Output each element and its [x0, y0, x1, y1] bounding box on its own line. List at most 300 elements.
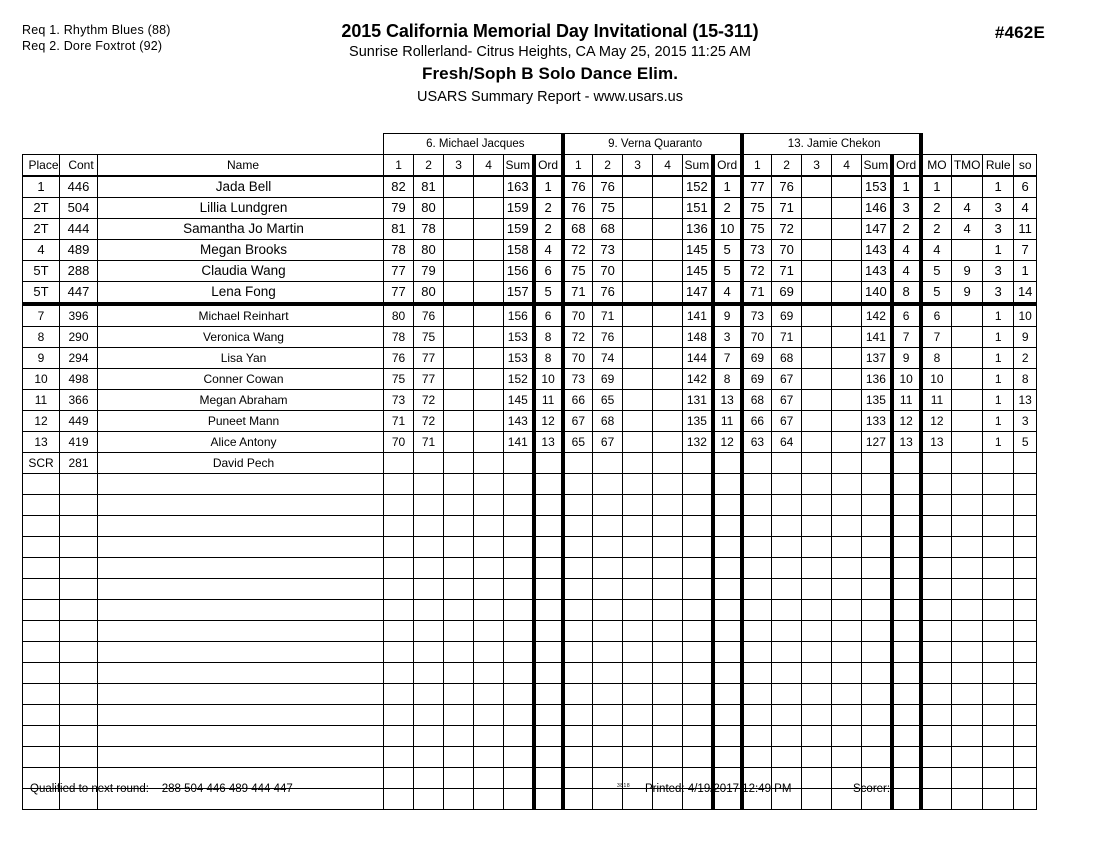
cell-tmo: [952, 348, 983, 369]
cell-cont: 281: [60, 453, 98, 474]
cell-j3-sum: 137: [862, 348, 892, 369]
cell-j3-s1: 69: [742, 369, 772, 390]
cell-j1-s2: [414, 579, 444, 600]
cell-j1-s2: [414, 726, 444, 747]
table-row: [23, 474, 1037, 495]
cell-j1-s3: [444, 219, 474, 240]
cell-name: [98, 579, 384, 600]
cell-j1-s2: [414, 558, 444, 579]
cell-j3-s1: 73: [742, 304, 772, 327]
table-row: [23, 219, 1037, 240]
cell-j3-sum: [862, 453, 892, 474]
cell-j3-s4: [832, 621, 862, 642]
cell-j2-s1: 73: [563, 369, 593, 390]
cell-j1-s1: [384, 726, 414, 747]
table-row: [23, 390, 1037, 411]
cell-j3-s4: [832, 176, 862, 198]
cell-j3-s1: 72: [742, 261, 772, 282]
cell-j3-s2: [772, 642, 802, 663]
cell-j1-s4: [474, 348, 504, 369]
cell-j1-s3: [444, 390, 474, 411]
cell-j1-s3: [444, 663, 474, 684]
cell-so: [1014, 600, 1037, 621]
cell-j2-s2: 69: [593, 369, 623, 390]
cell-j3-ord: [892, 726, 921, 747]
cell-j1-s4: [474, 453, 504, 474]
cell-name: [98, 516, 384, 537]
cell-name: Michael Reinhart: [98, 304, 384, 327]
cell-j2-sum: 131: [683, 390, 713, 411]
cell-rule: [983, 705, 1014, 726]
cell-place: 4: [23, 240, 60, 261]
cell-j1-s1: 82: [384, 176, 414, 198]
cell-rule: 1: [983, 369, 1014, 390]
cell-rule: 3: [983, 261, 1014, 282]
cell-cont: [60, 747, 98, 768]
cell-mo: [921, 747, 952, 768]
cell-j2-s4: [653, 304, 683, 327]
cell-j2-s4: [653, 282, 683, 305]
cell-j3-s4: [832, 537, 862, 558]
cell-j3-s3: [802, 537, 832, 558]
cell-j3-s2: [772, 726, 802, 747]
cell-tmo: 9: [952, 261, 983, 282]
cell-j3-ord: 3: [892, 198, 921, 219]
cell-so: 9: [1014, 327, 1037, 348]
cell-name: Alice Antony: [98, 432, 384, 453]
cell-cont: 366: [60, 390, 98, 411]
cell-name: [98, 726, 384, 747]
cell-j1-s2: [414, 453, 444, 474]
cell-so: [1014, 516, 1037, 537]
cell-place: [23, 474, 60, 495]
cell-j1-ord: 11: [534, 390, 563, 411]
cell-name: Puneet Mann: [98, 411, 384, 432]
table-row: [23, 495, 1037, 516]
cell-j1-s3: [444, 453, 474, 474]
judge-2-label: 9. Verna Quaranto: [563, 134, 742, 155]
cell-j1-s4: [474, 705, 504, 726]
cell-j1-ord: 4: [534, 240, 563, 261]
cell-j2-s3: [623, 579, 653, 600]
cell-cont: 446: [60, 176, 98, 198]
table-row: [23, 642, 1037, 663]
cell-rule: 1: [983, 411, 1014, 432]
cell-j2-s4: [653, 411, 683, 432]
cell-j3-s2: 71: [772, 327, 802, 348]
cell-j1-s2: 80: [414, 198, 444, 219]
cell-j3-sum: 142: [862, 304, 892, 327]
cell-j3-s1: [742, 642, 772, 663]
cell-j3-sum: [862, 663, 892, 684]
cell-tmo: 9: [952, 282, 983, 305]
cell-j3-s1: [742, 600, 772, 621]
cell-so: [1014, 558, 1037, 579]
header-j3-sum: Sum: [862, 155, 892, 177]
cell-j3-s1: [742, 474, 772, 495]
header-j1-s3: 3: [444, 155, 474, 177]
cell-j2-s1: [563, 495, 593, 516]
cell-j1-s2: [414, 495, 444, 516]
cell-cont: 498: [60, 369, 98, 390]
cell-rule: 3: [983, 198, 1014, 219]
cell-j1-s1: [384, 579, 414, 600]
cell-j1-s1: [384, 642, 414, 663]
table-row: [23, 453, 1037, 474]
cell-j3-ord: [892, 516, 921, 537]
cell-j1-s3: [444, 747, 474, 768]
cell-tmo: [952, 600, 983, 621]
cell-j3-s2: 64: [772, 432, 802, 453]
table-row: [23, 600, 1037, 621]
cell-j1-ord: [534, 621, 563, 642]
cell-j2-sum: [683, 600, 713, 621]
cell-j3-s4: [832, 558, 862, 579]
cell-j1-ord: [534, 474, 563, 495]
cell-mo: 7: [921, 327, 952, 348]
cell-j2-s3: [623, 219, 653, 240]
cell-j1-sum: 145: [504, 390, 534, 411]
cell-j3-sum: 147: [862, 219, 892, 240]
cell-mo: [921, 495, 952, 516]
cell-j1-s1: [384, 453, 414, 474]
cell-j2-s2: 65: [593, 390, 623, 411]
cell-j3-ord: [892, 684, 921, 705]
cell-j3-s2: [772, 537, 802, 558]
cell-j1-sum: 153: [504, 348, 534, 369]
cell-j1-ord: [534, 684, 563, 705]
cell-j3-s3: [802, 474, 832, 495]
cell-j2-s3: [623, 304, 653, 327]
cell-j3-s4: [832, 684, 862, 705]
cell-j3-s1: 75: [742, 219, 772, 240]
cell-j2-s4: [653, 663, 683, 684]
table-row: [23, 369, 1037, 390]
cell-j1-s4: [474, 327, 504, 348]
cell-j2-s1: 76: [563, 176, 593, 198]
table-row: [23, 304, 1037, 327]
header-j2-s4: 4: [653, 155, 683, 177]
cell-j1-s4: [474, 304, 504, 327]
cell-j3-ord: 4: [892, 240, 921, 261]
header-name: Name: [98, 155, 384, 177]
qualified-list: 288 504 446 489 444 447: [161, 783, 293, 795]
cell-j1-sum: [504, 579, 534, 600]
cell-j3-s1: 71: [742, 282, 772, 305]
cell-j2-sum: 141: [683, 304, 713, 327]
report-subtitle: USARS Summary Report - www.usars.us: [417, 89, 683, 105]
cell-mo: 2: [921, 219, 952, 240]
cell-j2-s4: [653, 705, 683, 726]
table-row: [23, 663, 1037, 684]
cell-j1-s2: 81: [414, 176, 444, 198]
cell-j2-ord: [713, 495, 742, 516]
cell-j1-s4: [474, 495, 504, 516]
cell-j2-sum: 145: [683, 261, 713, 282]
cell-j3-sum: [862, 684, 892, 705]
cell-place: SCR: [23, 453, 60, 474]
cell-j1-sum: 156: [504, 261, 534, 282]
cell-j2-s3: [623, 348, 653, 369]
cell-j3-ord: [892, 558, 921, 579]
cell-j1-ord: [534, 747, 563, 768]
cell-j3-s2: 71: [772, 261, 802, 282]
cell-j3-s2: [772, 453, 802, 474]
cell-j3-ord: 4: [892, 261, 921, 282]
cell-j1-s1: [384, 558, 414, 579]
cell-j2-sum: [683, 579, 713, 600]
document-code: #462E: [994, 23, 1045, 42]
cell-j3-s2: 68: [772, 348, 802, 369]
cell-j2-sum: 142: [683, 369, 713, 390]
cell-j2-sum: [683, 453, 713, 474]
cell-place: [23, 558, 60, 579]
cell-j2-ord: 9: [713, 304, 742, 327]
cell-j1-s2: 79: [414, 261, 444, 282]
cell-j2-s1: 70: [563, 304, 593, 327]
cell-rule: 1: [983, 390, 1014, 411]
cell-rule: [983, 558, 1014, 579]
cell-j3-ord: [892, 495, 921, 516]
cell-cont: 447: [60, 282, 98, 305]
cell-j3-s4: [832, 579, 862, 600]
cell-j1-s4: [474, 516, 504, 537]
cell-j1-s2: [414, 747, 444, 768]
cell-j3-s3: [802, 558, 832, 579]
cell-rule: [983, 516, 1014, 537]
cell-j2-s2: [593, 474, 623, 495]
cell-j3-s4: [832, 282, 862, 305]
cell-j2-ord: 10: [713, 219, 742, 240]
cell-j2-sum: 144: [683, 348, 713, 369]
cell-j1-sum: 156: [504, 304, 534, 327]
cell-place: 5T: [23, 261, 60, 282]
printed-stamp: Printed: 4/19/2017 12:49 PM: [645, 783, 792, 795]
cell-j3-s2: [772, 621, 802, 642]
cell-j2-s4: [653, 516, 683, 537]
cell-mo: [921, 516, 952, 537]
cell-j1-s1: 80: [384, 304, 414, 327]
cell-mo: [921, 684, 952, 705]
cell-j2-ord: [713, 474, 742, 495]
cell-mo: [921, 621, 952, 642]
cell-name: Conner Cowan: [98, 369, 384, 390]
cell-place: 1: [23, 176, 60, 198]
cell-j2-s2: 70: [593, 261, 623, 282]
cell-mo: [921, 579, 952, 600]
cell-j3-s1: 73: [742, 240, 772, 261]
cell-name: [98, 684, 384, 705]
cell-j2-s3: [623, 411, 653, 432]
cell-j3-s1: [742, 726, 772, 747]
cell-tmo: [952, 495, 983, 516]
cell-j2-s1: 75: [563, 261, 593, 282]
cell-j2-s2: [593, 747, 623, 768]
cell-j3-sum: 143: [862, 240, 892, 261]
cell-j3-s2: [772, 705, 802, 726]
cell-j1-ord: 8: [534, 327, 563, 348]
cell-j1-sum: 153: [504, 327, 534, 348]
cell-j2-s3: [623, 474, 653, 495]
cell-place: [23, 684, 60, 705]
cell-j3-sum: 141: [862, 327, 892, 348]
cell-j1-s4: [474, 537, 504, 558]
cell-j1-s2: [414, 663, 444, 684]
cell-tmo: [952, 390, 983, 411]
cell-j2-s1: 72: [563, 240, 593, 261]
cell-j3-s3: [802, 663, 832, 684]
header-j2-sum: Sum: [683, 155, 713, 177]
cell-tmo: [952, 705, 983, 726]
cell-name: [98, 705, 384, 726]
cell-j3-s1: 75: [742, 198, 772, 219]
cell-j2-sum: 135: [683, 411, 713, 432]
cell-j1-sum: [504, 726, 534, 747]
cell-j2-s1: 72: [563, 327, 593, 348]
cell-j3-s2: 67: [772, 390, 802, 411]
cell-j1-s2: [414, 684, 444, 705]
cell-j2-s3: [623, 495, 653, 516]
cell-j2-s2: 71: [593, 304, 623, 327]
cell-j1-s2: 72: [414, 390, 444, 411]
cell-j2-s1: [563, 642, 593, 663]
cell-rule: [983, 579, 1014, 600]
cell-j2-s4: [653, 369, 683, 390]
cell-rule: 3: [983, 219, 1014, 240]
cell-so: 13: [1014, 390, 1037, 411]
cell-j2-s2: [593, 663, 623, 684]
cell-j2-s2: [593, 684, 623, 705]
cell-so: [1014, 621, 1037, 642]
cell-j1-s1: 71: [384, 411, 414, 432]
cell-name: [98, 558, 384, 579]
cell-j3-sum: [862, 726, 892, 747]
cell-j1-s3: [444, 642, 474, 663]
cell-j1-s3: [444, 600, 474, 621]
cell-mo: 1: [921, 176, 952, 198]
cell-j3-s3: [802, 176, 832, 198]
cell-mo: 13: [921, 432, 952, 453]
cell-j2-sum: 152: [683, 176, 713, 198]
cell-j2-s1: [563, 453, 593, 474]
cell-j3-s4: [832, 390, 862, 411]
cell-j1-s1: 77: [384, 261, 414, 282]
qualified-line: [30, 783, 293, 795]
cell-j3-s2: [772, 516, 802, 537]
cell-j1-sum: 163: [504, 176, 534, 198]
cell-j3-s2: 71: [772, 198, 802, 219]
cell-j1-sum: [504, 537, 534, 558]
cell-j3-ord: 9: [892, 348, 921, 369]
cell-j1-s3: [444, 198, 474, 219]
cell-name: Megan Abraham: [98, 390, 384, 411]
cell-j2-ord: 2: [713, 198, 742, 219]
cell-place: 13: [23, 432, 60, 453]
cell-j3-s3: [802, 621, 832, 642]
cell-name: [98, 621, 384, 642]
cell-j1-sum: 143: [504, 411, 534, 432]
cell-j1-s2: 71: [414, 432, 444, 453]
cell-j3-s4: [832, 453, 862, 474]
cell-j2-ord: [713, 579, 742, 600]
cell-j3-s1: [742, 558, 772, 579]
cell-tmo: [952, 432, 983, 453]
cell-mo: [921, 642, 952, 663]
table-row: [23, 726, 1037, 747]
cell-j1-s1: [384, 747, 414, 768]
cell-j1-s2: 77: [414, 348, 444, 369]
cell-name: [98, 537, 384, 558]
cell-j2-s3: [623, 558, 653, 579]
cell-j3-s1: [742, 747, 772, 768]
cell-j2-s1: 71: [563, 282, 593, 305]
cell-so: [1014, 474, 1037, 495]
cell-place: [23, 537, 60, 558]
cell-j2-s1: [563, 600, 593, 621]
cell-place: [23, 495, 60, 516]
cell-j2-sum: 145: [683, 240, 713, 261]
cell-j3-s4: [832, 705, 862, 726]
cell-j1-s3: [444, 411, 474, 432]
cell-j1-s1: [384, 705, 414, 726]
cell-rule: [983, 600, 1014, 621]
table-row: [23, 537, 1037, 558]
cell-j3-s1: [742, 537, 772, 558]
cell-j3-s3: [802, 705, 832, 726]
cell-place: [23, 579, 60, 600]
cell-j2-s2: [593, 495, 623, 516]
cell-j3-s1: [742, 453, 772, 474]
cell-j2-s4: [653, 176, 683, 198]
cell-j3-s4: [832, 432, 862, 453]
cell-j2-s3: [623, 176, 653, 198]
cell-j1-s1: [384, 621, 414, 642]
cell-j1-ord: [534, 705, 563, 726]
cell-place: [23, 516, 60, 537]
cell-rule: [983, 474, 1014, 495]
cell-mo: 2: [921, 198, 952, 219]
cell-j1-s1: 79: [384, 198, 414, 219]
cell-j2-s1: 66: [563, 390, 593, 411]
cell-j2-sum: [683, 474, 713, 495]
cell-j2-s3: [623, 537, 653, 558]
cell-j1-s4: [474, 411, 504, 432]
cell-cont: [60, 579, 98, 600]
cell-j1-s4: [474, 282, 504, 305]
cell-place: 11: [23, 390, 60, 411]
cell-j2-sum: [683, 537, 713, 558]
cell-j1-s1: [384, 684, 414, 705]
cell-j2-sum: 136: [683, 219, 713, 240]
header-j1-s4: 4: [474, 155, 504, 177]
cell-j3-s3: [802, 495, 832, 516]
cell-j3-ord: [892, 537, 921, 558]
cell-j3-s1: 68: [742, 390, 772, 411]
table-row: [23, 411, 1037, 432]
cell-j2-ord: [713, 537, 742, 558]
table-row: [23, 240, 1037, 261]
cell-j2-s4: [653, 726, 683, 747]
cell-place: [23, 663, 60, 684]
cell-tmo: [952, 621, 983, 642]
cell-j3-s2: [772, 684, 802, 705]
cell-j3-s3: [802, 240, 832, 261]
cell-rule: [983, 642, 1014, 663]
cell-j1-s4: [474, 579, 504, 600]
cell-tmo: [952, 474, 983, 495]
cell-j3-sum: 136: [862, 369, 892, 390]
header-j3-s3: 3: [802, 155, 832, 177]
